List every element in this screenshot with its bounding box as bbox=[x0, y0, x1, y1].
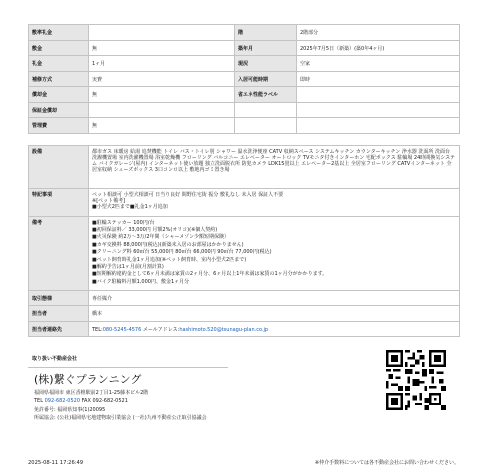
company-block bbox=[28, 350, 460, 438]
company-tel-prefix: TEL bbox=[34, 398, 45, 405]
mail-label: メールアドレス: bbox=[141, 326, 180, 333]
summary-label: 礼金 bbox=[29, 56, 89, 72]
summary-empty-cell bbox=[297, 118, 460, 134]
remark-line: ■クリーニング料 60㎡台 55,000円 80㎡台 66,000円 90㎡台 77,000円(税込) bbox=[92, 249, 272, 256]
remark-line: ■カギ交換料 88,000円(税込)(新築未入居のお部屋はかかりません) bbox=[92, 241, 244, 248]
remark-line: ■火災保険 約2万～3万/2年間（シャーメゾン少額短期保険） bbox=[92, 234, 230, 241]
staff-contact-label: 担当者連絡先 bbox=[29, 321, 89, 337]
summary-value: 即時 bbox=[297, 71, 460, 87]
summary-label: 現況 bbox=[235, 56, 297, 72]
special-note-line: ※[ペット備考] bbox=[92, 197, 126, 204]
summary-label: 入居可能時期 bbox=[235, 71, 297, 87]
company-phone-line bbox=[34, 397, 207, 405]
details-table bbox=[28, 145, 460, 338]
summary-label: 敷金 bbox=[29, 40, 89, 56]
company-tel-link[interactable]: 092-682-0520 bbox=[44, 398, 81, 405]
remarks-label: 備考 bbox=[29, 216, 89, 290]
transaction-type-label: 取引態様 bbox=[29, 290, 89, 306]
staff-email-link[interactable]: hashimoto.520@tsunagu-plan.co.jp bbox=[179, 326, 269, 333]
company-association: 所属協会: (公社)福岡県宅地建物取引業協会 (一社)九州不動産公正取引協議会 bbox=[34, 415, 207, 422]
company-address: 福岡県福岡市 東区香椎駅前2丁目1-25藤本ビル2階 bbox=[34, 390, 149, 396]
summary-value bbox=[297, 87, 460, 103]
special-notes-label: 特記事項 bbox=[29, 188, 89, 216]
company-name: (株)繋ぐプランニング bbox=[34, 373, 142, 386]
company-divider bbox=[28, 367, 228, 368]
company-section-label: 取り扱い不動産会社 bbox=[32, 356, 78, 362]
summary-value: 空家 bbox=[297, 56, 460, 72]
summary-label: 省エネ性能ラベル bbox=[235, 87, 297, 103]
remark-line: ■バイク駐輪料月額1,000円、敷金1ヶ月分 bbox=[92, 278, 190, 285]
summary-value: 1ヶ月 bbox=[89, 56, 235, 72]
summary-label: 管理費 bbox=[29, 118, 89, 134]
summary-value: 無 bbox=[89, 87, 235, 103]
summary-empty-cell bbox=[235, 102, 297, 118]
summary-label: 保証金償却 bbox=[29, 102, 89, 118]
staff-contact-value bbox=[89, 321, 460, 337]
summary-label: 築年月 bbox=[235, 40, 297, 56]
remark-line: ■ペット飼育時礼金1ヶ月追加(※ペット飼育時、室内小型犬2匹まで) bbox=[92, 256, 247, 263]
property-sheet bbox=[28, 24, 460, 337]
remark-line: ■初回保証料／ 33,000円 月額2%(オリコ)(※個人契約) bbox=[92, 226, 218, 233]
special-note-line: ペット相談可 小型犬相談可 日当り良好 間野住宅街 振分 敷礼なし 未入居 保証人不要 bbox=[92, 191, 284, 198]
summary-empty-cell bbox=[235, 118, 297, 134]
remark-line: ■解約予告は1ヶ月前(月割計算) bbox=[92, 263, 164, 270]
summary-value: 2025年7月5日（新築）(築0年4ヶ月) bbox=[297, 40, 460, 56]
remark-line: ■駐輪ステッカー 100円/台 bbox=[92, 219, 155, 226]
summary-label: 償却金 bbox=[29, 87, 89, 103]
print-timestamp: 2025-08-11 17:26:49 bbox=[28, 460, 84, 466]
transaction-type-value: 専任媒介 bbox=[89, 290, 460, 306]
summary-value: 実費 bbox=[89, 71, 235, 87]
equipment-list: 都市ガス 床暖房 給湯 追焚機能 トイレ バス・トイレ別 シャワー 温水洗浄便座 CATV 収納スペース システムキッチン カウンターキッチン 浄水器 洗面所 洗面台 洗濯機置場 室内洗濯機置場 浴室乾燥機 フローリング バルコニー エレベーター オートロック TVモニタ付きインターホン 宅配ボックス 駐輪場 24時間換気システム バイクガレージ(屋内) インターネット使い放題 独立洗面脱衣所 防犯カメラ LDK15畳以上 エレベーター2基以上 全居室フローリング CATVインターネット 全居室収納 シューズボックス 3口コンロ以上 敷地内ゴミ置き場 bbox=[89, 145, 460, 188]
summary-value: 2階部分 bbox=[297, 25, 460, 41]
tel-prefix: TEL: bbox=[92, 326, 103, 333]
summary-value bbox=[89, 25, 235, 41]
equipment-label: 設備 bbox=[29, 145, 89, 188]
remarks bbox=[89, 216, 460, 290]
fee-disclaimer: ※仲介手数料については各不動産会社にお問い合わせください。 bbox=[314, 460, 459, 466]
company-details bbox=[34, 389, 207, 423]
summary-label: 補修方式 bbox=[29, 71, 89, 87]
company-fax: FAX 092-682-0521 bbox=[80, 398, 128, 405]
company-license: 免許番号: 福岡県知事(1)20095 bbox=[34, 406, 106, 413]
summary-label: 敷率礼金 bbox=[29, 25, 89, 41]
special-notes bbox=[89, 188, 460, 216]
summary-label: 階 bbox=[235, 25, 297, 41]
summary-table bbox=[28, 24, 460, 134]
special-note-line: ■小型犬2匹まで■礼金1ヶ月追加 bbox=[92, 204, 168, 210]
qr-code-icon bbox=[386, 350, 446, 410]
staff-label: 担当者 bbox=[29, 306, 89, 322]
summary-value: 無 bbox=[89, 40, 235, 56]
summary-empty-cell bbox=[297, 102, 460, 118]
remark-line: ■短期解約違約金として6ヶ月未満は家賃の2ヶ月分、6ヶ月以上1年未満は家賃の1ヶ月分がかかります。 bbox=[92, 271, 328, 278]
staff-value: 橋本 bbox=[89, 306, 460, 322]
summary-value: 無 bbox=[89, 118, 235, 134]
staff-tel-link[interactable]: 080-5245-4576 bbox=[102, 326, 142, 333]
summary-value bbox=[89, 102, 235, 118]
